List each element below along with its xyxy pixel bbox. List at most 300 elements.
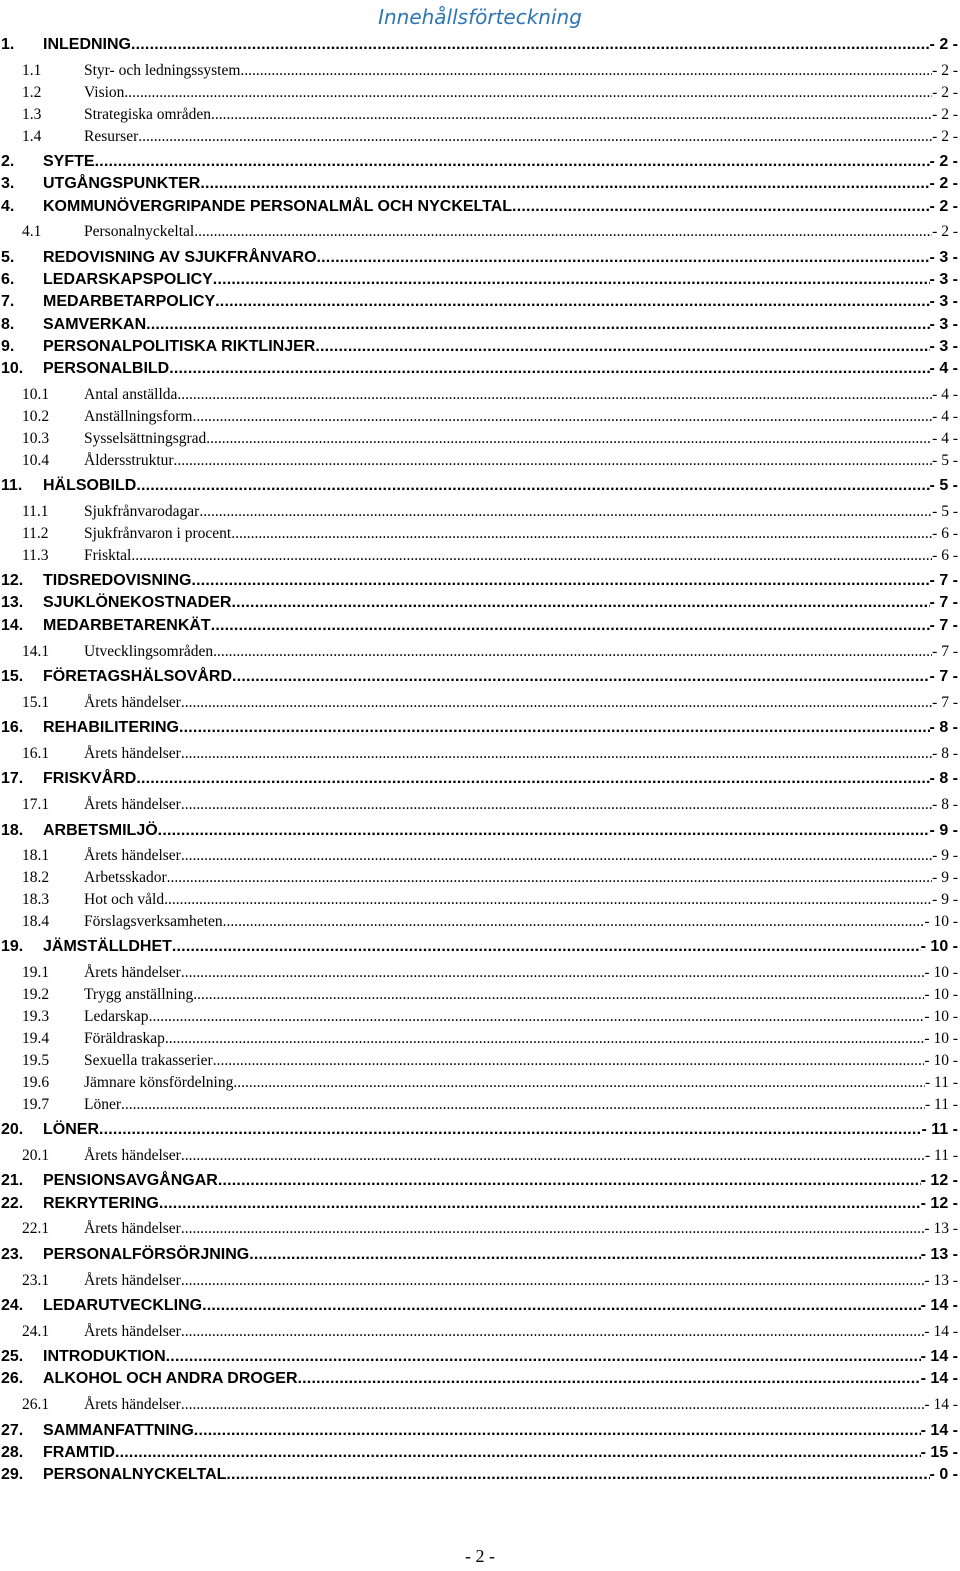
toc-entry-page: - 5 - [932, 451, 958, 469]
toc-dot-leader [213, 1050, 925, 1071]
toc-entry-label: Sjukfrånvarodagar [84, 503, 200, 520]
toc-entry-page: - 2 - [932, 223, 958, 241]
toc-entry-page: - 8 - [932, 796, 958, 814]
toc-dot-leader [165, 1028, 925, 1049]
toc-entry[interactable] [0, 291, 958, 313]
toc-subentry[interactable] [0, 1394, 958, 1415]
toc-entry-page: - 12 - [920, 1194, 958, 1212]
toc-entry-label: PENSIONSAVGÅNGAR [43, 1172, 218, 1190]
toc-entry-number: 11.1 [22, 503, 49, 520]
toc-entry-label: MEDARBETARPOLICY [43, 293, 216, 311]
toc-dot-leader [124, 82, 932, 103]
toc-entry-label: LEDARSKAPSPOLICY [43, 271, 213, 288]
toc-entry-page: - 2 - [929, 175, 958, 193]
toc-dot-leader [211, 615, 930, 637]
toc-entry-number: 18.3 [22, 891, 50, 909]
toc-entry-label: KOMMUNÖVERGRIPANDE PERSONALMÅL OCH NYCKELTAL [43, 197, 513, 215]
toc-entry-page: - 2 - [932, 61, 958, 79]
toc-entry-number: 2. [1, 152, 15, 170]
toc-entry-number: 19.7 [22, 1095, 50, 1113]
toc-entry-label: MEDARBETARENKÄT [43, 616, 211, 634]
toc-entry-page: - 2 - [932, 105, 958, 123]
toc-dot-leader [202, 1295, 921, 1317]
toc-entry-number: 8. [1, 315, 15, 333]
toc-entry-number: 25. [1, 1348, 24, 1366]
toc-dot-leader [131, 545, 932, 566]
toc-entry-label: Årets händelser [84, 1271, 181, 1289]
toc-entry-label: SYFTE [43, 152, 95, 170]
toc-entry-number: 10.1 [22, 386, 50, 404]
toc-entry-page: - 0 - [929, 1466, 958, 1484]
toc-entry-number: 18.4 [22, 913, 50, 931]
toc-dot-leader [213, 641, 932, 662]
toc-entry-label: Årets händelser [84, 1322, 181, 1340]
toc-entry-number: 18. [1, 821, 24, 839]
toc-dot-leader [232, 666, 930, 688]
toc-entry-label: Jämnare könsfördelning [84, 1073, 234, 1091]
toc-dot-leader [174, 450, 933, 471]
toc-entry-label: Styr- och ledningssystem [84, 61, 241, 79]
toc-subentry[interactable] [0, 545, 958, 566]
toc-entry-label: Åldersstruktur [84, 451, 174, 469]
toc-subentry[interactable] [0, 794, 958, 815]
toc-entry-page: - 11 - [925, 1146, 958, 1164]
toc-entry-number: 26. [1, 1370, 24, 1388]
toc-entry-page: - 3 - [929, 337, 958, 355]
toc-subentry[interactable] [0, 104, 958, 125]
toc-entry-label: REKRYTERING [43, 1194, 159, 1212]
toc-dot-leader [181, 1394, 925, 1415]
toc-entry-page: - 14 - [920, 1296, 958, 1314]
toc-entry-number: 1.2 [22, 83, 42, 101]
toc-dot-leader [191, 570, 929, 592]
toc-entry-label: REDOVISNING AV SJUKFRÅNVARO [43, 248, 317, 266]
toc-entry[interactable] [0, 1346, 958, 1368]
toc-dot-leader [181, 794, 932, 815]
toc-dot-leader [213, 269, 930, 291]
toc-entry-number: 21. [1, 1172, 24, 1190]
toc-entry-label: Årets händelser [84, 964, 181, 982]
toc-entry[interactable] [0, 666, 958, 688]
toc-entry-label: FRISKVÅRD [43, 770, 137, 788]
toc-entry-page: - 6 - [932, 546, 958, 564]
toc-dot-leader [177, 384, 932, 405]
toc-entry-number: 15.1 [22, 693, 50, 711]
toc-entry[interactable] [0, 196, 958, 218]
toc-entry-page: - 15 - [920, 1443, 958, 1461]
toc-subentry[interactable] [0, 962, 958, 983]
toc-subentry[interactable] [0, 428, 958, 449]
toc-entry-page: - 9 - [932, 869, 958, 887]
toc-entry[interactable] [0, 1295, 958, 1317]
toc-entry-label: PERSONALFÖRSÖRJNING [43, 1245, 250, 1263]
toc-entry[interactable] [0, 1420, 958, 1442]
toc-entry[interactable] [0, 34, 958, 56]
toc-entry-number: 22.1 [22, 1220, 50, 1238]
toc-subentry[interactable] [0, 1050, 958, 1071]
toc-entry-number: 14. [1, 616, 24, 634]
toc-dot-leader [115, 1442, 921, 1464]
toc-entry[interactable] [0, 1193, 958, 1215]
toc-dot-leader [249, 1244, 920, 1266]
toc-entry-page: - 11 - [921, 1121, 958, 1138]
toc-entry-number: 19.4 [22, 1030, 50, 1047]
toc-entry[interactable] [0, 247, 958, 269]
toc-entry-page: - 8 - [929, 770, 958, 788]
toc-entry-page: - 11 - [925, 1095, 958, 1113]
toc-subentry[interactable] [0, 1094, 958, 1115]
toc-entry-number: 4.1 [22, 223, 42, 241]
toc-entry[interactable] [0, 717, 958, 739]
toc-dot-leader [181, 1218, 925, 1239]
toc-entry-number: 18.1 [22, 847, 50, 865]
toc-entry-label: REHABILITERING [43, 719, 179, 737]
toc-dot-leader [138, 126, 932, 147]
toc-entry-number: 24. [1, 1296, 24, 1314]
toc-entry[interactable] [0, 269, 958, 291]
toc-entry-page: - 3 - [929, 315, 958, 333]
toc-entry-label: Årets händelser [84, 745, 181, 762]
toc-entry[interactable] [0, 314, 958, 336]
toc-dot-leader [159, 1193, 921, 1215]
toc-entry-page: - 7 - [929, 616, 958, 634]
toc-entry-page: - 9 - [932, 891, 958, 909]
toc-dot-leader [164, 889, 932, 910]
toc-dot-leader [149, 1006, 925, 1027]
toc-dot-leader [136, 475, 929, 497]
toc-entry-label: Frisktal [84, 546, 132, 564]
toc-entry-number: 1. [1, 36, 15, 53]
toc-entry-page: - 13 - [920, 1245, 958, 1263]
toc-dot-leader [167, 867, 933, 888]
toc-dot-leader [223, 911, 925, 932]
toc-entry-page: - 10 - [924, 1030, 958, 1047]
toc-entry[interactable] [0, 820, 958, 842]
toc-entry-label: Löner [84, 1095, 122, 1113]
toc-entry-number: 10. [1, 360, 24, 378]
toc-entry-page: - 9 - [932, 847, 958, 865]
toc-entry-page: - 8 - [929, 719, 958, 737]
toc-dot-leader [169, 358, 929, 380]
toc-entry-page: - 4 - [932, 429, 958, 447]
toc-entry[interactable] [0, 768, 958, 790]
toc-entry-page: - 9 - [929, 821, 958, 839]
toc-entry-number: 10.4 [22, 451, 50, 469]
toc-entry-label: PERSONALNYCKELTAL [43, 1466, 227, 1484]
toc-entry-number: 10.3 [22, 429, 50, 447]
toc-dot-leader [315, 336, 929, 358]
toc-entry-label: Hot och våld [84, 891, 165, 909]
toc-entry[interactable] [0, 173, 958, 195]
toc-entry-page: - 13 - [924, 1220, 958, 1238]
toc-entry-number: 16.1 [22, 745, 50, 762]
toc-entry-number: 11.2 [22, 524, 49, 542]
toc-entry-number: 5. [1, 248, 15, 266]
toc-entry-label: Årets händelser [84, 1396, 181, 1414]
toc-entry-label: PERSONALBILD [43, 360, 170, 378]
toc-dot-leader [215, 291, 929, 313]
toc-subentry[interactable] [0, 501, 958, 522]
toc-entry-label: SAMMANFATTNING [43, 1421, 194, 1439]
toc-entry-page: - 2 - [932, 127, 958, 145]
toc-subentry[interactable] [0, 889, 958, 910]
toc-entry-number: 6. [1, 271, 15, 288]
toc-entry[interactable] [0, 1244, 958, 1266]
toc-entry-number: 18.2 [22, 869, 50, 887]
toc-subentry[interactable] [0, 1028, 958, 1049]
toc-entry[interactable] [0, 1464, 958, 1486]
toc-dot-leader [226, 1464, 929, 1486]
toc-entry-page: - 10 - [924, 913, 958, 931]
toc-entry-page: - 14 - [920, 1348, 958, 1366]
toc-entry-label: Antal anställda [84, 386, 178, 404]
toc-entry-number: 12. [1, 572, 24, 590]
toc-entry-label: FÖRETAGSHÄLSOVÅRD [43, 667, 233, 685]
toc-entry[interactable] [0, 936, 958, 958]
toc-subentry[interactable] [0, 743, 958, 764]
toc-subentry[interactable] [0, 450, 958, 471]
toc-entry-page: - 4 - [929, 360, 958, 378]
toc-entry-page: - 14 - [924, 1322, 958, 1340]
toc-dot-leader [181, 692, 932, 713]
toc-entry-label: Strategiska områden [84, 105, 211, 123]
toc-entry-label: LÖNER [43, 1121, 99, 1138]
toc-entry-label: Årets händelser [84, 1220, 181, 1238]
toc-dot-leader [181, 845, 932, 866]
toc-entry-page: - 5 - [929, 477, 958, 495]
toc-entry-number: 1.4 [22, 127, 42, 145]
toc-subentry[interactable] [0, 1006, 958, 1027]
toc-entry-number: 22. [1, 1194, 24, 1212]
toc-entry-label: LEDARUTVECKLING [43, 1296, 203, 1314]
toc-dot-leader [233, 1072, 925, 1093]
toc-entry-label: ALKOHOL OCH ANDRA DROGER [43, 1370, 298, 1388]
toc-subentry[interactable] [0, 984, 958, 1005]
toc-entry-number: 13. [1, 594, 24, 612]
toc-entry-page: - 3 - [929, 271, 958, 288]
toc-entry-page: - 6 - [932, 524, 958, 542]
toc-subentry[interactable] [0, 641, 958, 662]
toc-entry-number: 11. [1, 477, 23, 495]
toc-entry-number: 29. [1, 1466, 24, 1484]
toc-entry[interactable] [0, 1119, 958, 1141]
toc-dot-leader [99, 1119, 922, 1141]
toc-entry-page: - 10 - [924, 1051, 958, 1069]
toc-subentry[interactable] [0, 1145, 958, 1166]
toc-entry[interactable] [0, 336, 958, 358]
toc-title: Innehållsförteckning [378, 5, 582, 29]
toc-entry[interactable] [0, 570, 958, 592]
toc-dot-leader [158, 820, 930, 842]
toc-subentry[interactable] [0, 406, 958, 427]
toc-subentry[interactable] [0, 221, 958, 242]
toc-entry-label: PERSONALPOLITISKA RIKTLINJER [43, 337, 316, 355]
toc-entry-number: 24.1 [22, 1322, 50, 1340]
toc-entry-page: - 7 - [932, 693, 958, 711]
toc-dot-leader [146, 314, 929, 336]
toc-entry-label: Arbetsskador [84, 869, 167, 887]
toc-entry-number: 19.1 [22, 964, 50, 982]
toc-dot-leader [166, 1346, 921, 1368]
toc-entry-label: Ledarskap [84, 1008, 149, 1026]
toc-entry-page: - 14 - [920, 1370, 958, 1388]
toc-entry-number: 23. [1, 1245, 24, 1263]
toc-dot-leader [317, 247, 930, 269]
toc-entry-number: 17.1 [22, 796, 50, 814]
toc-entry-number: 3. [1, 175, 15, 193]
toc-dot-leader [194, 1420, 921, 1442]
toc-entry-label: Sjukfrånvaron i procent [84, 524, 232, 542]
toc-entry[interactable] [0, 1442, 958, 1464]
toc-entry-page: - 10 - [924, 964, 958, 982]
toc-dot-leader [179, 717, 930, 739]
toc-entry-label: HÄLSOBILD [43, 477, 137, 495]
toc-dot-leader [131, 34, 930, 56]
toc-entry-label: Årets händelser [84, 1146, 181, 1164]
toc-entry-number: 17. [1, 770, 24, 788]
toc-entry-number: 28. [1, 1443, 24, 1461]
toc-subentry[interactable] [0, 1270, 958, 1291]
toc-subentry[interactable] [0, 692, 958, 713]
toc-entry-page: - 4 - [932, 386, 958, 404]
toc-entry-number: 7. [1, 293, 15, 311]
toc-entry-page: - 2 - [932, 83, 958, 101]
toc-dot-leader [136, 768, 929, 790]
toc-entry-page: - 8 - [932, 745, 958, 762]
toc-entry[interactable] [0, 358, 958, 380]
toc-entry-label: SAMVERKAN [43, 315, 147, 333]
toc-subentry[interactable] [0, 523, 958, 544]
toc-entry-number: 19.2 [22, 986, 50, 1004]
toc-entry-number: 16. [1, 719, 24, 737]
toc-dot-leader [181, 743, 932, 764]
toc-entry-page: - 12 - [920, 1172, 958, 1190]
toc-entry-label: Föräldraskap [84, 1030, 165, 1047]
toc-entry-page: - 2 - [929, 152, 958, 170]
toc-entry-label: Utvecklingsområden [84, 642, 214, 660]
toc-entry[interactable] [0, 151, 958, 173]
toc-entry-number: 1.3 [22, 105, 42, 123]
toc-entry-page: - 5 - [932, 503, 958, 520]
toc-dot-leader [172, 936, 921, 958]
toc-entry-number: 19.3 [22, 1008, 50, 1026]
toc-entry[interactable] [0, 615, 958, 637]
toc-entry-label: Sysselsättningsgrad [84, 429, 207, 447]
toc-entry-label: Årets händelser [84, 693, 181, 711]
toc-dot-leader [181, 1145, 925, 1166]
toc-entry-page: - 2 - [929, 36, 958, 53]
toc-dot-leader [240, 60, 932, 81]
toc-entry-label: Resurser [84, 127, 139, 145]
toc-entry-number: 19. [1, 938, 24, 956]
toc-dot-leader [218, 1170, 921, 1192]
toc-subentry[interactable] [0, 60, 958, 81]
toc-subentry[interactable] [0, 82, 958, 103]
toc-entry-label: INTRODUKTION [43, 1348, 166, 1366]
toc-dot-leader [194, 221, 932, 242]
toc-entry-number: 9. [1, 337, 15, 355]
toc-dot-leader [231, 592, 929, 614]
toc-entry-label: UTGÅNGSPUNKTER [43, 175, 201, 193]
toc-dot-leader [181, 1321, 925, 1342]
toc-entry-page: - 2 - [929, 197, 958, 215]
toc-entry-label: SJUKLÖNEKOSTNADER [43, 594, 232, 612]
toc-entry-number: 20. [1, 1121, 24, 1138]
toc-entry-page: - 3 - [929, 248, 958, 266]
toc-entry-page: - 7 - [929, 572, 958, 590]
toc-entry-page: - 7 - [929, 594, 958, 612]
toc-entry-label: ARBETSMILJÖ [43, 821, 158, 839]
toc-dot-leader [211, 104, 932, 125]
toc-entry-number: 27. [1, 1421, 24, 1439]
toc-entry-page: - 7 - [932, 642, 958, 660]
toc-entry[interactable] [0, 592, 958, 614]
toc-entry-number: 23.1 [22, 1271, 50, 1289]
toc-entry-number: 26.1 [22, 1396, 50, 1414]
toc-subentry[interactable] [0, 911, 958, 932]
toc-subentry[interactable] [0, 845, 958, 866]
toc-dot-leader [512, 196, 930, 218]
toc-entry-label: Anställningsform [84, 408, 193, 425]
toc-subentry[interactable] [0, 1321, 958, 1342]
toc-subentry[interactable] [0, 384, 958, 405]
toc-entry-number: 19.6 [22, 1073, 50, 1091]
toc-dot-leader [298, 1368, 921, 1390]
toc-subentry[interactable] [0, 1072, 958, 1093]
toc-entry-number: 15. [1, 667, 24, 685]
toc-entry-page: - 14 - [920, 1421, 958, 1439]
toc-dot-leader [199, 501, 932, 522]
toc-entry-page: - 11 - [925, 1073, 958, 1091]
toc-entry-label: Vision [84, 83, 125, 101]
toc-entry-page: - 4 - [932, 408, 958, 425]
toc-dot-leader [193, 984, 924, 1005]
toc-entry-page: - 10 - [924, 1008, 958, 1026]
toc-dot-leader [231, 523, 932, 544]
toc-entry-number: 1.1 [22, 61, 42, 79]
toc-dot-leader [200, 173, 929, 195]
toc-entry-label: Årets händelser [84, 847, 181, 865]
toc-dot-leader [181, 962, 925, 983]
toc-dot-leader [193, 406, 933, 427]
toc-entry[interactable] [0, 475, 958, 497]
toc-entry-page: - 10 - [924, 986, 958, 1004]
toc-entry-label: JÄMSTÄLLDHET [43, 938, 172, 956]
toc-entry-label: Förslagsverksamheten [84, 913, 223, 931]
toc-dot-leader [206, 428, 932, 449]
toc-entry-page: - 14 - [924, 1396, 958, 1414]
toc-entry-page: - 10 - [920, 938, 958, 956]
toc-entry-label: Trygg anställning [84, 986, 194, 1004]
toc-entry[interactable] [0, 1368, 958, 1390]
toc-entry-number: 10.2 [22, 408, 50, 425]
toc-entry-number: 4. [1, 197, 15, 215]
toc-entry-number: 20.1 [22, 1146, 50, 1164]
toc-subentry[interactable] [0, 1218, 958, 1239]
toc-subentry[interactable] [0, 867, 958, 888]
toc-subentry[interactable] [0, 126, 958, 147]
page-number: - 2 - [465, 1546, 495, 1566]
toc-entry-label: INLEDNING [43, 36, 131, 53]
toc-entry-number: 11.3 [22, 546, 49, 564]
toc-entry-number: 14.1 [22, 642, 50, 660]
toc-entry-page: - 7 - [929, 667, 958, 685]
toc-dot-leader [181, 1270, 925, 1291]
toc-dot-leader [95, 151, 930, 173]
toc-entry-label: Personalnyckeltal [84, 223, 195, 241]
toc-dot-leader [121, 1094, 925, 1115]
toc-entry[interactable] [0, 1170, 958, 1192]
